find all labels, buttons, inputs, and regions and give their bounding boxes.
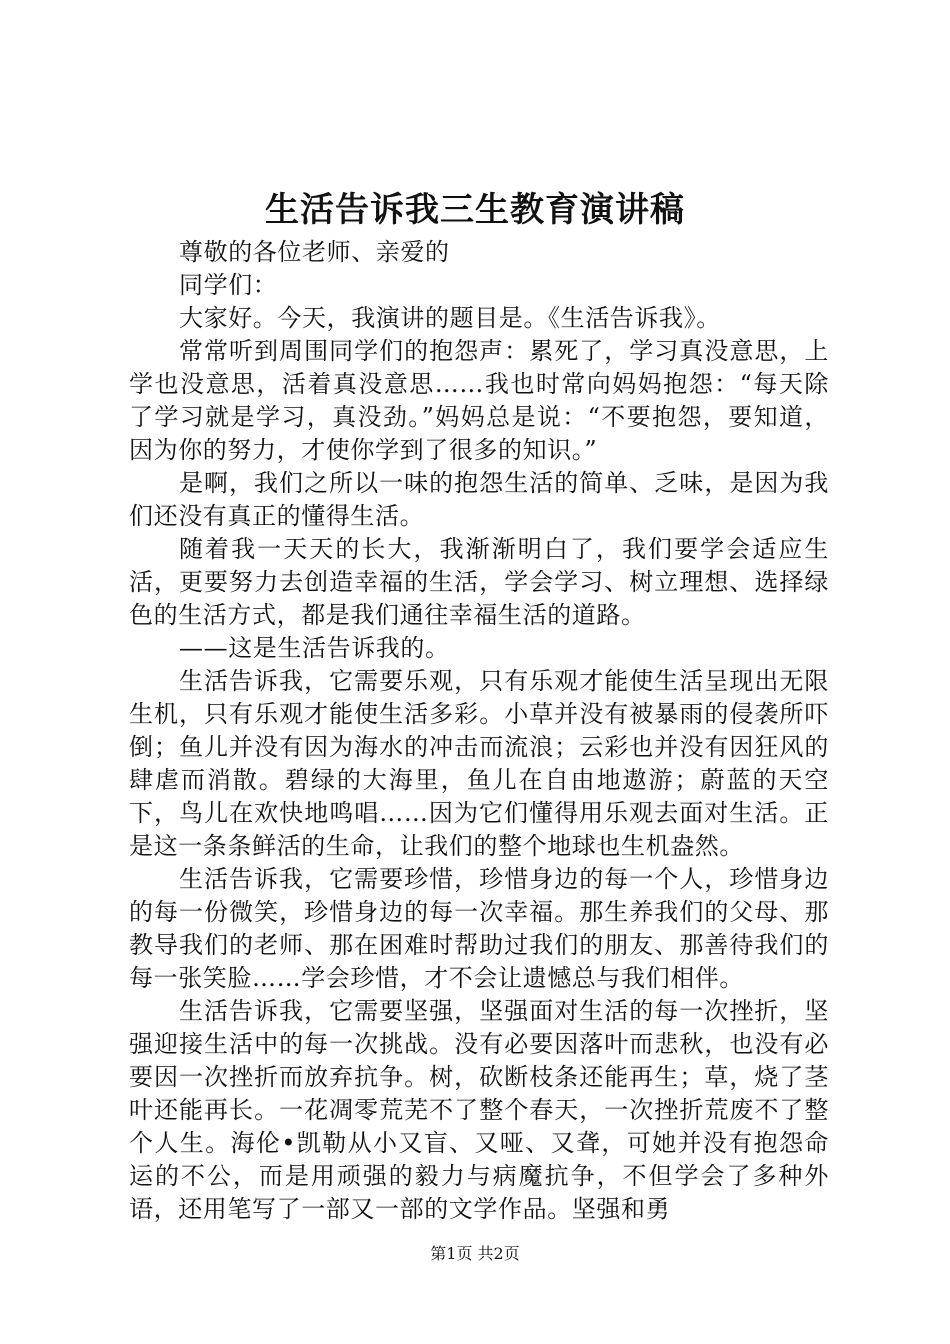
- paragraph: ——这是生活告诉我的。: [179, 634, 450, 662]
- paragraph-greeting: 大家好。今天，我演讲的题目是。《生活告诉我》。: [179, 304, 721, 332]
- document-body: [129, 236, 829, 1226]
- paragraph: 生活告诉我，它需要乐观，只有乐观才能使生活呈现出无限生机，只有乐观才能使生活多彩。小草并没有被暴雨的侵袭所吓倒；鱼儿并没有因为海水的冲击而流浪；云彩也并没有因狂风的肆虐而消散。碧绿的大海里，鱼儿在自由地遨游；蔚蓝的天空下，鸟儿在欢快地鸣唱……因为它们懂得用乐观去面对生活。正是这一条条鲜活的生命，让我们的整个地球也生机盎然。: [129, 667, 829, 860]
- paragraph: 生活告诉我，它需要坚强，坚强面对生活的每一次挫折，坚强迎接生活中的每一次挑战。没有必要因落叶而悲秋，也没有必要因一次挫折而放弃抗争。树，砍断枝条还能再生；草，烧了茎叶还能再长。一花凋零荒芜不了整个春天，一次挫折荒废不了整个人生。海伦•凯勒从小又盲、又哑、又聋，可她并没有抱怨命运的不公，而是用顽强的毅力与病魔抗争，不但学会了多种外语，还用笔写了一部又一部的文学作品。坚强和勇: [129, 997, 829, 1223]
- document-title: 生活告诉我三生教育演讲稿: [265, 190, 685, 230]
- paragraph: 是啊，我们之所以一味的抱怨生活的简单、乏味，是因为我们还没有真正的懂得生活。: [129, 469, 829, 530]
- paragraph-salutation: 尊敬的各位老师、亲爱的: [179, 238, 450, 266]
- paragraph-salutation-cont: 同学们：: [179, 271, 278, 299]
- page-number-footer: 第1页 共2页: [430, 1244, 520, 1263]
- paragraph: 随着我一天天的长大，我渐渐明白了，我们要学会适应生活，更要努力去创造幸福的生活，学会学习、树立理想、选择绿色的生活方式，都是我们通往幸福生活的道路。: [129, 535, 829, 629]
- paragraph: 生活告诉我，它需要珍惜，珍惜身边的每一个人，珍惜身边的每一份微笑，珍惜身边的每一次幸福。那生养我们的父母、那教导我们的老师、那在困难时帮助过我们的朋友、那善待我们的每一张笑脸……学会珍惜，才不会让遗憾总与我们相伴。: [129, 865, 829, 992]
- paragraph: 常常听到周围同学们的抱怨声：累死了，学习真没意思，上学也没意思，活着真没意思……我也时常向妈妈抱怨：“每天除了学习就是学习，真没劲。”妈妈总是说：“不要抱怨，要知道，因为你的努力，才使你学到了很多的知识。”: [129, 337, 829, 464]
